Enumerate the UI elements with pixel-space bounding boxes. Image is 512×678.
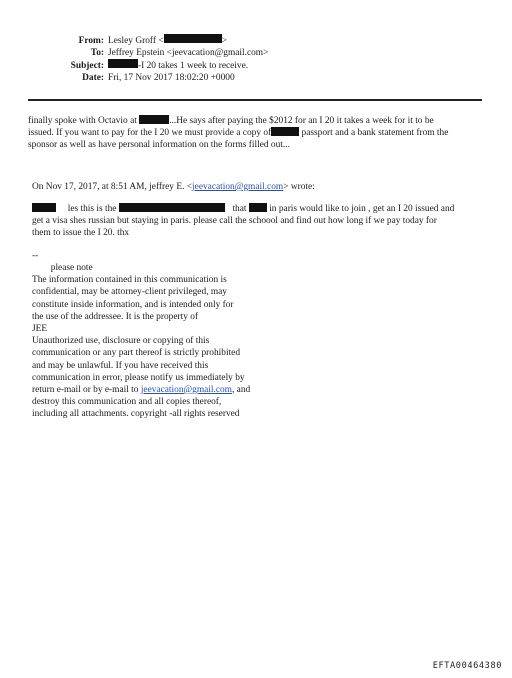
- quoted-message: [32, 203, 482, 239]
- email-link[interactable]: jeevacation@gmail.com: [192, 182, 284, 192]
- disclaimer-line: including all attachments. copyright -all rights reserved: [32, 409, 240, 420]
- quoted-header: [32, 181, 315, 193]
- redaction-box: [271, 127, 299, 136]
- disclaimer-line: communication in error, please notify us immediately by: [32, 372, 245, 383]
- document-id: EFTA00464380: [432, 661, 502, 671]
- from-row: [30, 34, 470, 47]
- disclaimer-line: The information contained in this communication is: [32, 275, 227, 286]
- redaction-box: [108, 59, 138, 68]
- from-label: From:: [78, 36, 104, 46]
- email-header: [30, 34, 470, 84]
- quoted-header-text: > wrote:: [283, 182, 315, 192]
- quoted-text: them to issue the I 20. thx: [32, 228, 130, 239]
- body-line: [28, 139, 486, 151]
- subject-row: [30, 59, 470, 72]
- subject-label: Subject:: [70, 61, 104, 71]
- to-row: [30, 47, 470, 60]
- quoted-text: les this is the: [67, 204, 117, 214]
- redaction-box: [139, 115, 169, 124]
- body-text: issued. If you want to pay for the I 20 we must provide a copy of: [28, 128, 272, 139]
- quoted-text: in paris would like to join , get an I 20 issued and: [269, 204, 455, 214]
- redaction-box: [32, 203, 56, 212]
- quoted-text: that: [232, 204, 247, 214]
- signature-separator: --: [32, 251, 39, 261]
- disclaimer-line: confidential, may be attorney-client privileged, may: [32, 287, 227, 298]
- from-value: Lesley Groff <: [108, 36, 164, 46]
- redaction-box: [119, 203, 225, 212]
- disclaimer-text: , and: [231, 384, 251, 395]
- email-link[interactable]: jeevacation@gmail.com: [140, 384, 232, 395]
- disclaimer-line: JEE: [32, 323, 48, 334]
- disclaimer-text: return e-mail or by e-mail to: [32, 384, 141, 395]
- date-label: Date:: [82, 72, 104, 83]
- body-text: finally spoke with Octavio at: [28, 116, 137, 126]
- message-body: [28, 115, 486, 151]
- quoted-line: [32, 203, 482, 215]
- quoted-line: [32, 227, 482, 239]
- date-value: Fri, 17 Nov 2017 18:02:20 +0000: [108, 72, 235, 83]
- body-text: passport and a bank statement from the: [301, 128, 449, 139]
- disclaimer-line: Unauthorized use, disclosure or copying of this: [32, 336, 210, 347]
- quoted-text: get a visa shes russian but staying in paris. please call the schoool and find out how long if we pay today for: [32, 216, 437, 227]
- quoted-line: [32, 215, 482, 227]
- redaction-box: [164, 34, 222, 43]
- to-label: To:: [90, 47, 104, 58]
- date-row: [30, 72, 470, 85]
- disclaimer-line: communication or any part thereof is strictly prohibited: [32, 348, 241, 359]
- to-value: Jeffrey Epstein <jeevacation@gmail.com>: [108, 47, 269, 58]
- disclaimer-line: and may be unlawful. If you have received this: [32, 360, 209, 371]
- disclaimer-line: constitute inside information, and is intended only for: [32, 299, 234, 310]
- disclaimer-line: please note: [32, 263, 93, 273]
- body-line: [28, 115, 486, 127]
- redaction-box: [249, 203, 267, 212]
- signature-disclaimer: [32, 262, 302, 420]
- from-tail: >: [221, 36, 227, 46]
- disclaimer-line: the use of the addressee. It is the property of: [32, 311, 199, 322]
- disclaimer-line: destroy this communication and all copies thereof,: [32, 397, 222, 408]
- body-text: ...He says after paying the $2012 for an I 20 it takes a week for it to be: [169, 116, 434, 126]
- header-divider: [28, 99, 482, 101]
- body-text: sponsor as well as have personal information on the forms filled out...: [28, 140, 290, 151]
- disclaimer-line: [32, 384, 302, 396]
- body-line: [28, 127, 486, 139]
- quoted-header-text: On Nov 17, 2017, at 8:51 AM, jeffrey E. <: [32, 182, 193, 192]
- subject-value: -I 20 takes 1 week to receive.: [138, 61, 249, 71]
